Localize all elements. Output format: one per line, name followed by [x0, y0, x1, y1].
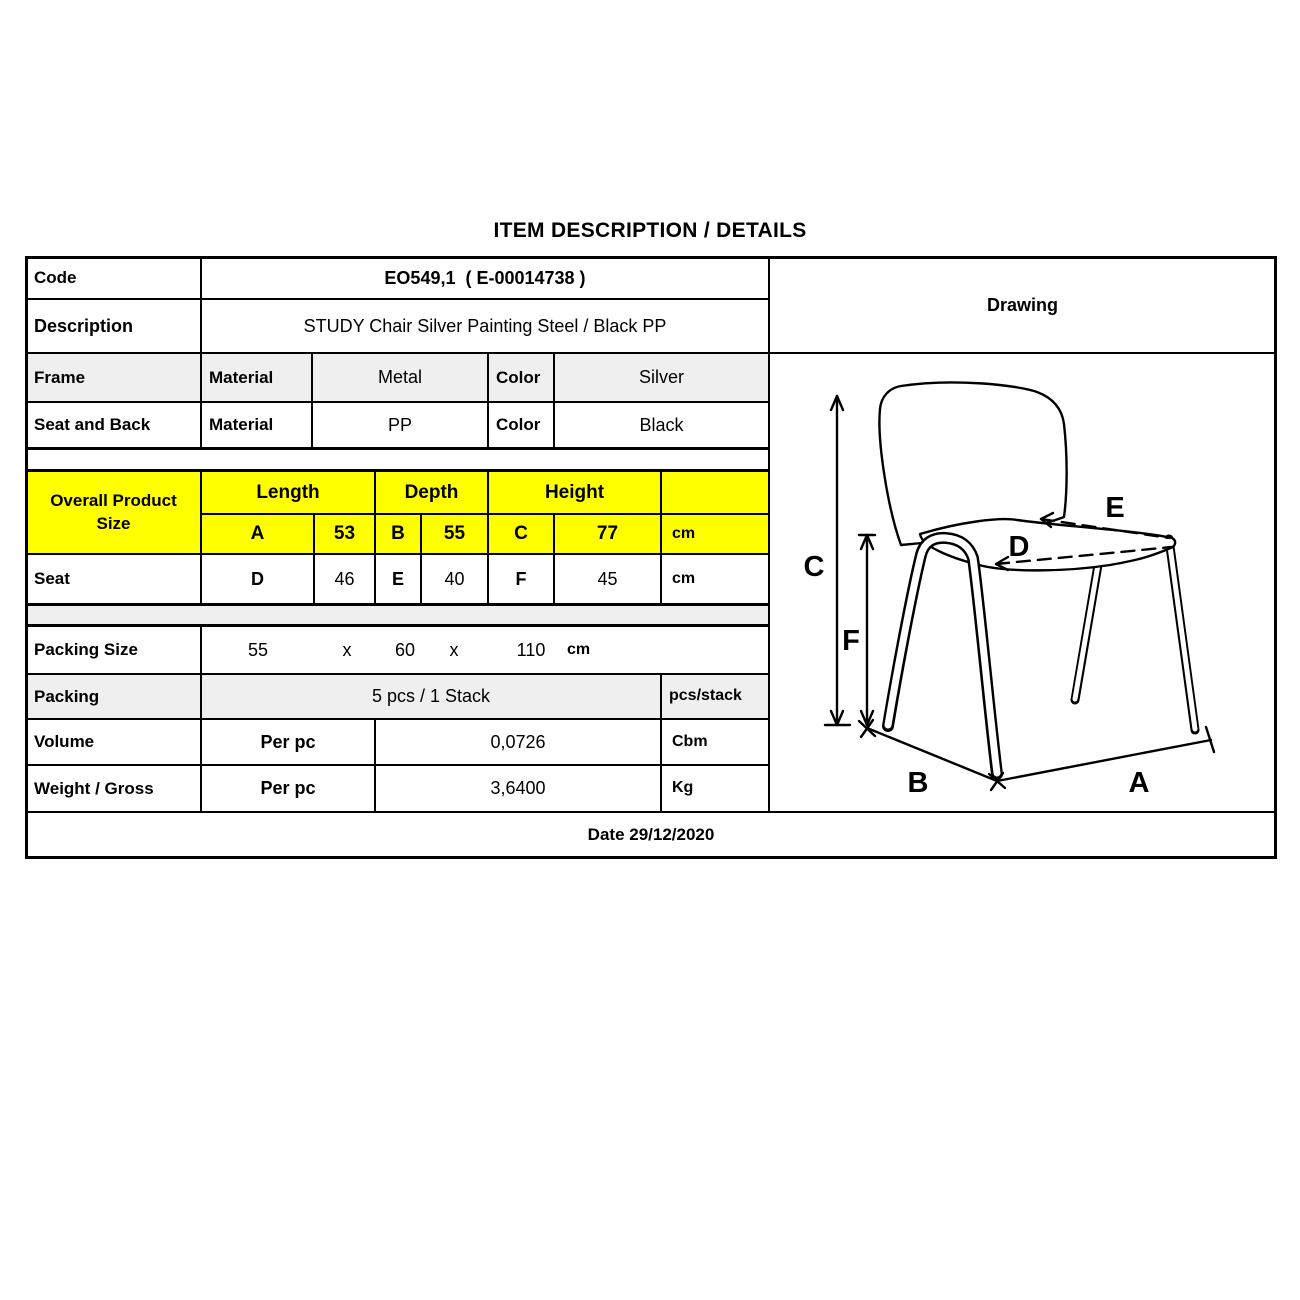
frame-material-value: Metal: [311, 352, 489, 403]
overall-size-label: Overall Product Size: [25, 470, 202, 555]
weight-per-pc: Per pc: [200, 764, 376, 813]
label-b: B: [907, 767, 929, 799]
frame-material-label: Material: [200, 352, 313, 403]
length-header: Length: [200, 470, 376, 515]
overall-letter-a: A: [200, 513, 315, 555]
dimension-line-c: [825, 396, 850, 725]
seat-back-material-label: Material: [200, 401, 313, 449]
seat-height-value: 45: [553, 553, 662, 605]
packing-label: Packing: [25, 673, 202, 720]
volume-value: 0,0726: [374, 718, 662, 766]
weight-label: Weight / Gross: [25, 764, 202, 813]
weight-value: 3,6400: [374, 764, 662, 813]
seat-back-label: Seat and Back: [25, 401, 202, 449]
chair-drawing: [770, 354, 1275, 811]
volume-label: Volume: [25, 718, 202, 766]
packing-size-x1: x: [342, 639, 352, 660]
date-row: Date 29/12/2020: [25, 811, 1277, 859]
overall-depth-value: 55: [420, 513, 489, 555]
overall-unit: cm: [660, 513, 770, 555]
drawing-area: [768, 352, 1277, 813]
description-label: Description: [25, 298, 202, 354]
seat-back-color-value: Black: [553, 401, 770, 449]
depth-header: Depth: [374, 470, 489, 515]
packing-size-height: 110: [516, 639, 546, 660]
volume-per-pc: Per pc: [200, 718, 376, 766]
seat-letter-f: F: [487, 553, 555, 605]
seat-letter-d: D: [200, 553, 315, 605]
chair-backrest: [879, 382, 1066, 545]
description-value: STUDY Chair Silver Painting Steel / Black PP: [200, 298, 770, 354]
page-title: ITEM DESCRIPTION / DETAILS: [493, 219, 807, 242]
seat-back-material-value: PP: [311, 401, 489, 449]
packing-size-depth: 60: [394, 639, 416, 660]
label-a: A: [1128, 767, 1150, 799]
packing-size-unit: cm: [567, 640, 591, 658]
packing-size-value: [200, 625, 770, 675]
label-f: F: [842, 625, 860, 657]
packing-size-label: Packing Size: [25, 625, 202, 675]
seat-row-label: Seat: [25, 553, 202, 605]
overall-length-value: 53: [313, 513, 376, 555]
seat-letter-e: E: [374, 553, 422, 605]
frame-color-label: Color: [487, 352, 555, 403]
dimension-line-a: [997, 727, 1214, 781]
dimension-line-b: [859, 720, 1005, 790]
overall-letter-b: B: [374, 513, 422, 555]
packing-size-length: 55: [247, 639, 269, 660]
spacer-row: [25, 447, 770, 472]
seat-depth-value: 40: [420, 553, 489, 605]
label-d: D: [1008, 531, 1030, 563]
drawing-header: Drawing: [768, 256, 1277, 354]
overall-height-value: 77: [553, 513, 662, 555]
seat-length-value: 46: [313, 553, 376, 605]
chair-front-tube: [888, 538, 997, 774]
weight-unit: Kg: [660, 764, 770, 813]
height-header: Height: [487, 470, 662, 515]
frame-label: Frame: [25, 352, 202, 403]
volume-unit: Cbm: [660, 718, 770, 766]
packing-unit: pcs/stack: [660, 673, 770, 720]
seat-unit: cm: [660, 553, 770, 605]
code-value: EO549,1 ( E-00014738 ): [200, 256, 770, 300]
label-e: E: [1105, 492, 1125, 524]
unit-header-empty: [660, 470, 770, 515]
overall-letter-c: C: [487, 513, 555, 555]
label-c: C: [803, 551, 825, 583]
packing-size-x2: x: [449, 639, 459, 660]
spacer-row-gray: [25, 603, 770, 627]
frame-color-value: Silver: [553, 352, 770, 403]
seat-back-color-label: Color: [487, 401, 555, 449]
packing-value: 5 pcs / 1 Stack: [200, 673, 662, 720]
code-label: Code: [25, 256, 202, 300]
dimension-line-f: [859, 535, 875, 725]
